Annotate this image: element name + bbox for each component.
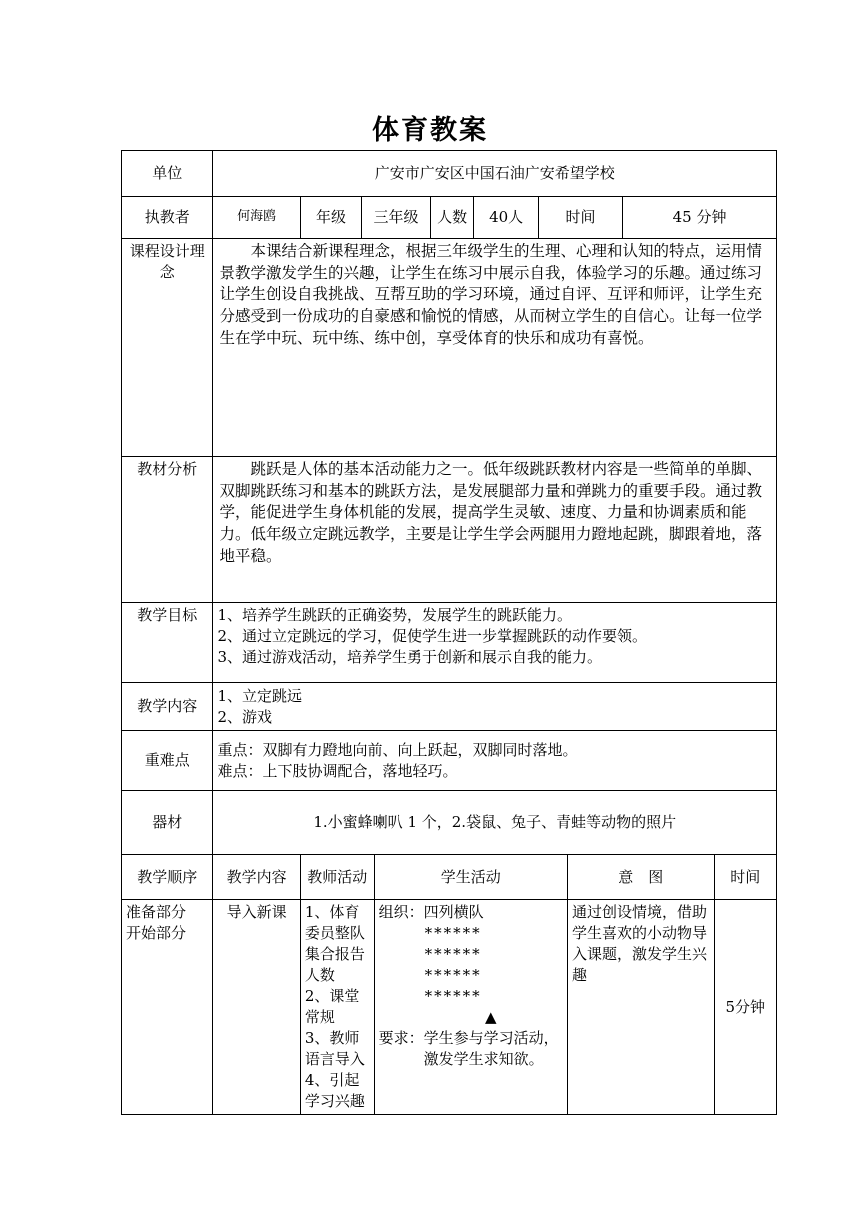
plan-time: 5分钟	[714, 900, 776, 1115]
formation-row: ******	[424, 966, 482, 984]
teacher-activity-item: 3、教师语言导入	[304, 1029, 365, 1068]
key-points-row	[122, 731, 777, 791]
concept-row	[122, 239, 777, 457]
header-order: 教学顺序	[122, 855, 213, 900]
requirement-label: 要求：	[378, 1029, 424, 1047]
content-label: 教学内容	[122, 683, 213, 731]
header-time: 时间	[714, 855, 776, 900]
analysis-row	[122, 457, 777, 603]
teacher-activity-item: 2、课堂常规	[304, 987, 360, 1026]
equipment-row	[122, 791, 777, 855]
goal-item: 1、培养学生跳跃的正确姿势，发展学生的跳跃能力。	[217, 606, 573, 624]
analysis-label: 教材分析	[122, 457, 213, 603]
key-point-item: 难点：上下肢协调配合，落地轻巧。	[217, 761, 458, 780]
formation-row: ******	[424, 924, 482, 942]
teacher-value: 何海鸥	[213, 197, 300, 239]
content-list	[213, 683, 777, 731]
goals-row	[122, 603, 777, 683]
time-label: 时间	[538, 197, 622, 239]
goal-item: 2、通过立定跳远的学习，促使学生进一步掌握跳跃的动作要领。	[217, 627, 648, 645]
teacher-activity-item: 1、体育委员整队集合报告人数	[304, 903, 365, 984]
goals-label: 教学目标	[122, 603, 213, 683]
plan-teacher-activity	[300, 900, 374, 1115]
count-value: 40人	[474, 197, 538, 239]
equipment-value: 1.小蜜蜂喇叭 1 个，2.袋鼠、兔子、青蛙等动物的照片	[213, 791, 777, 855]
plan-content: 导入新课	[213, 900, 300, 1115]
key-points-list	[213, 731, 777, 791]
unit-label: 单位	[122, 151, 213, 197]
key-points-label: 重难点	[122, 731, 213, 791]
grade-value: 三年级	[362, 197, 431, 239]
plan-intent: 通过创设情境，借助学生喜欢的小动物导入课题，激发学生兴趣	[567, 900, 714, 1115]
plan-student-activity	[374, 900, 567, 1115]
concept-label: 课程设计理念	[122, 239, 213, 457]
header-content: 教学内容	[213, 855, 300, 900]
goals-list	[213, 603, 777, 683]
formation-label: 组织：四列横队	[378, 903, 484, 921]
header-teacher: 教师活动	[300, 855, 374, 900]
goal-item: 3、通过游戏活动，培养学生勇于创新和展示自我的能力。	[217, 648, 603, 666]
unit-row	[122, 151, 777, 197]
formation-row: ******	[424, 945, 482, 963]
teacher-activity-item: 4、引起学习兴趣	[304, 1071, 365, 1110]
grade-label: 年级	[300, 197, 361, 239]
teacher-row	[122, 197, 777, 239]
time-value: 45 分钟	[623, 197, 777, 239]
equipment-label: 器材	[122, 791, 213, 855]
order-line: 开始部分	[126, 924, 187, 942]
formation-row: ******	[424, 987, 482, 1005]
lesson-plan-table	[121, 150, 777, 1115]
analysis-text: 跳跃是人体的基本活动能力之一。低年级跳跃教材内容是一些简单的单脚、双脚跳跃练习和基本的跳跃方法，是发展腿部力量和弹跳力的重要手段。通过教学，能促进学生身体机能的发展，提高学生灵敏、速度、力量和协调素质和能力。低年级立定跳远教学，主要是让学生学会两腿用力蹬地起跳，脚跟着地，落地平稳。	[213, 457, 777, 603]
content-row	[122, 683, 777, 731]
plan-order	[122, 900, 213, 1115]
document-title: 体育教案	[372, 115, 488, 146]
content-item: 2、游戏	[217, 707, 273, 726]
key-point-item: 重点：双脚有力蹬地向前、向上跃起，双脚同时落地。	[217, 740, 578, 759]
header-student: 学生活动	[374, 855, 567, 900]
teacher-label: 执教者	[122, 197, 213, 239]
order-line: 准备部分	[126, 903, 187, 921]
student-requirement	[379, 1028, 563, 1070]
concept-text: 本课结合新课程理念，根据三年级学生的生理、心理和认知的特点，运用情景教学激发学生的兴趣，让学生在练习中展示自我，体验学习的乐趣。通过练习让学生创设自我挑战、互帮互助的学习环境，通过自评、互评和师评，让学生充分感受到一份成功的自豪感和愉悦的情感，从而树立学生的自信心。让每一位学生在学中玩、玩中练、练中创，享受体育的快乐和成功有喜悦。	[213, 239, 777, 457]
header-intent: 意 图	[567, 855, 714, 900]
content-item: 1、立定跳远	[217, 686, 303, 705]
unit-value: 广安市广安区中国石油广安希望学校	[213, 151, 777, 197]
requirement-text: 学生参与学习活动，激发学生求知欲。	[423, 1029, 559, 1068]
teacher-position-marker: ▲	[485, 1008, 497, 1026]
plan-row	[122, 900, 777, 1115]
count-label: 人数	[430, 197, 474, 239]
plan-header-row	[122, 855, 777, 900]
